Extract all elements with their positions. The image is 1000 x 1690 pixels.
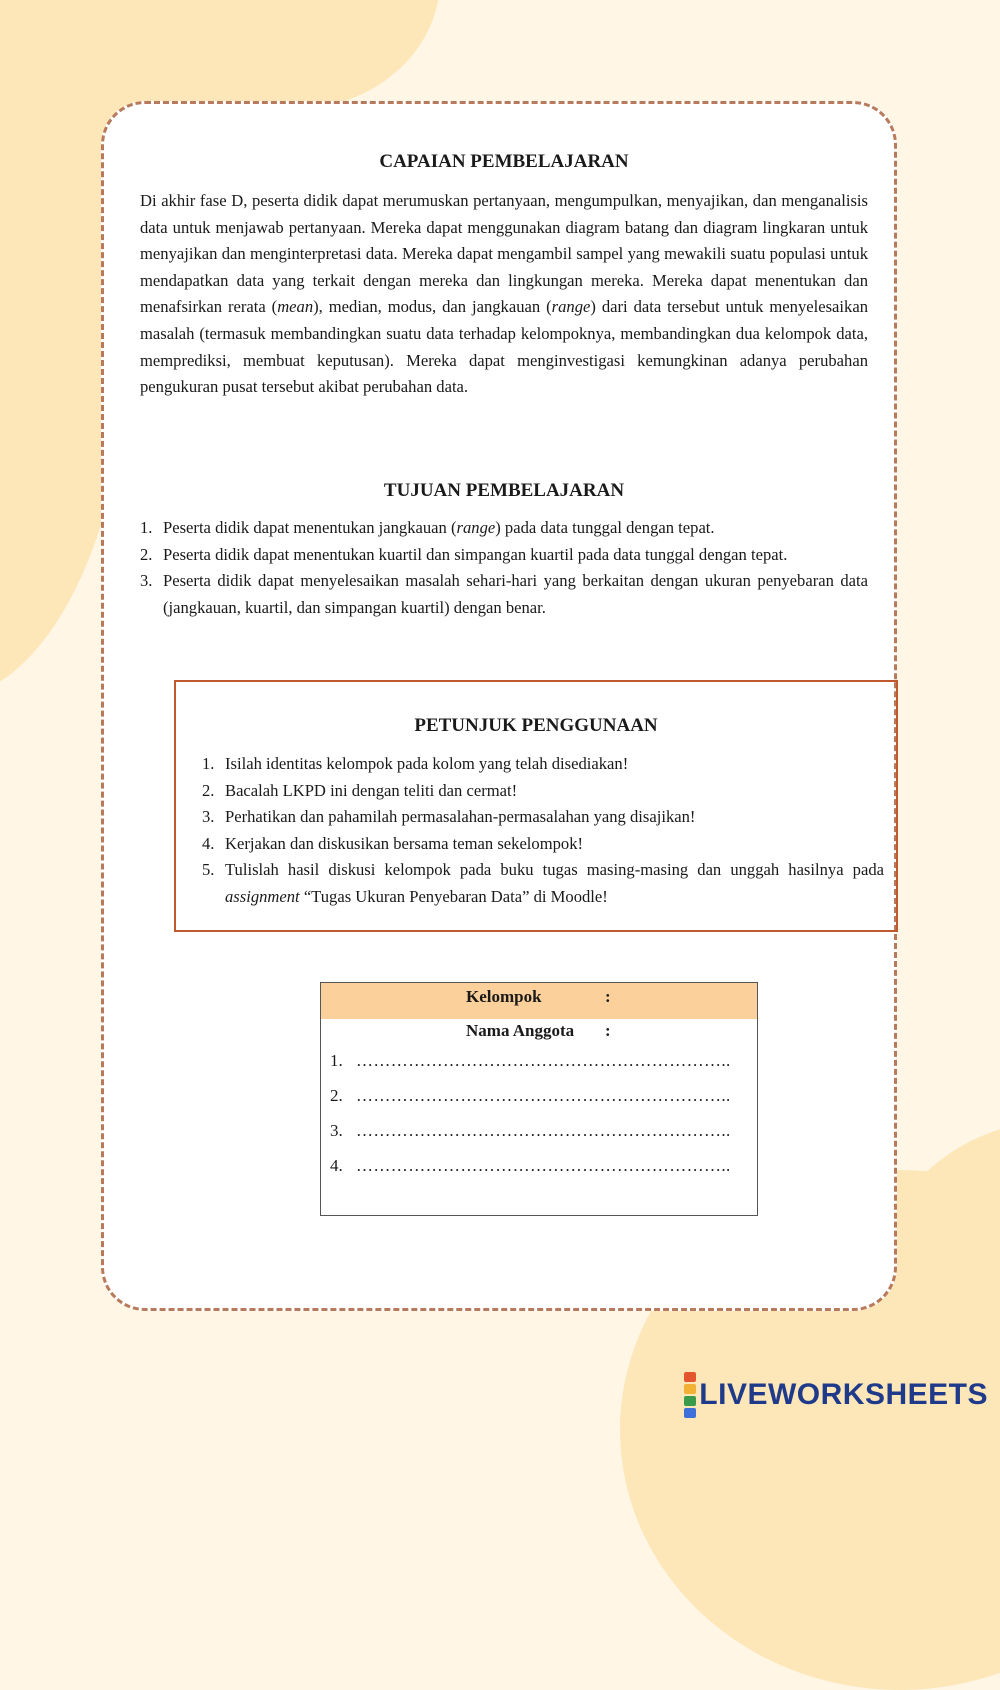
- logo-square: [684, 1408, 696, 1418]
- members-label: Nama Anggota: [466, 1021, 575, 1040]
- capaian-text: ) dari data tersebut untuk menyelesaikan masalah (termasuk membandingkan suatu data terhadap kelompoknya, membandingkan dua kelompok data, memprediksi, membuat keputusan). Mereka dapat menginvestigasi kemungkinan adanya perubahan pengukuran pusat tersebut akibat perubahan data.: [140, 297, 868, 397]
- item-text: Kerjakan dan diskusikan bersama teman sekelompok!: [225, 833, 584, 853]
- item-term: range: [456, 518, 496, 537]
- member-dots: ………………………………………………………..: [356, 1051, 731, 1070]
- petunjuk-item: [202, 778, 884, 805]
- capaian-term-mean: mean: [277, 297, 314, 317]
- group-row: [321, 983, 757, 1019]
- group-colon: :: [605, 987, 611, 1006]
- member-number: 3.: [330, 1121, 343, 1140]
- petunjuk-item: [202, 831, 884, 858]
- capaian-text: Di akhir fase D, peserta didik dapat merumuskan pertanyaan, mengumpulkan, menyajikan, dan menganalisis data untuk menjawab pertanyaan. Mereka dapat menggunakan diagram batang dan diagram lingkaran untuk menyajikan dan menginterpretasi data. Mereka dapat mengambil sampel yang mewakili suatu populasi untuk mendapatkan data yang terkait dengan mereka dan lingkungan mereka. Mereka dapat menentukan dan menafsirkan rerata (: [140, 191, 868, 317]
- members-colon: :: [605, 1021, 611, 1040]
- capaian-term-range: range: [551, 297, 591, 317]
- members-row: [321, 1019, 757, 1051]
- logo-square: [684, 1372, 696, 1382]
- item-number: 3.: [140, 571, 153, 591]
- capaian-title: CAPAIAN PEMBELAJARAN: [379, 151, 629, 172]
- tujuan-item: [140, 542, 868, 569]
- tujuan-item: [140, 515, 868, 542]
- item-text: Tulislah hasil diskusi kelompok pada buku tugas masing-masing dan unggah hasilnya pada: [225, 860, 884, 880]
- logo-text: LIVEWORKSHEETS: [699, 1378, 988, 1411]
- item-text: ) pada data tunggal dengan tepat.: [495, 518, 715, 537]
- tujuan-list: [140, 515, 868, 621]
- member-dots: ………………………………………………………..: [356, 1121, 731, 1140]
- logo-square: [684, 1396, 696, 1406]
- item-number: 2.: [202, 780, 215, 800]
- liveworksheets-logo[interactable]: [684, 1371, 988, 1419]
- petunjuk-title: PETUNJUK PENGGUNAAN: [414, 715, 658, 736]
- item-number: 2.: [140, 544, 153, 564]
- member-dots: ………………………………………………………..: [356, 1156, 731, 1175]
- item-text: Bacalah LKPD ini dengan teliti dan cermat!: [225, 780, 518, 800]
- item-text: “Tugas Ukuran Penyebaran Data” di Moodle!: [299, 886, 608, 906]
- item-number: 3.: [202, 807, 215, 827]
- member-number: 2.: [330, 1086, 343, 1105]
- petunjuk-box: [174, 680, 898, 932]
- member-line[interactable]: [321, 1051, 757, 1086]
- petunjuk-item: [202, 751, 884, 778]
- tujuan-item: [140, 568, 868, 621]
- item-text: Peserta didik dapat menentukan jangkauan (: [163, 518, 457, 537]
- petunjuk-list: [202, 751, 884, 911]
- member-line[interactable]: [321, 1121, 757, 1156]
- member-line[interactable]: [321, 1156, 757, 1191]
- group-label: Kelompok: [466, 987, 542, 1006]
- item-text: Perhatikan dan pahamilah permasalahan-permasalahan yang disajikan!: [225, 807, 696, 827]
- petunjuk-item: [202, 804, 884, 831]
- item-text: Peserta didik dapat menyelesaikan masalah sehari-hari yang berkaitan dengan ukuran penyebaran data (jangkauan, kuartil, dan simpangan kuartil) dengan benar.: [163, 571, 868, 617]
- item-text: Isilah identitas kelompok pada kolom yang telah disediakan!: [225, 754, 629, 773]
- tujuan-title: TUJUAN PEMBELAJARAN: [383, 480, 625, 501]
- item-term: assignment: [225, 886, 300, 906]
- member-number: 1.: [330, 1051, 343, 1070]
- member-dots: ………………………………………………………..: [356, 1086, 731, 1105]
- worksheet-card: [101, 101, 897, 1311]
- logo-square: [684, 1384, 696, 1394]
- group-identity-table: [320, 982, 758, 1216]
- item-text: Peserta didik dapat menentukan kuartil dan simpangan kuartil pada data tunggal dengan tepat.: [163, 544, 788, 564]
- item-number: 5.: [202, 860, 215, 880]
- capaian-text: ), median, modus, dan jangkauan (: [313, 297, 552, 317]
- capaian-paragraph: [140, 188, 868, 401]
- item-number: 1.: [140, 518, 153, 537]
- item-number: 1.: [202, 754, 215, 773]
- member-line[interactable]: [321, 1086, 757, 1121]
- member-number: 4.: [330, 1156, 343, 1175]
- item-number: 4.: [202, 833, 215, 853]
- liveworksheets-icon: [684, 1371, 696, 1419]
- petunjuk-item: [202, 857, 884, 910]
